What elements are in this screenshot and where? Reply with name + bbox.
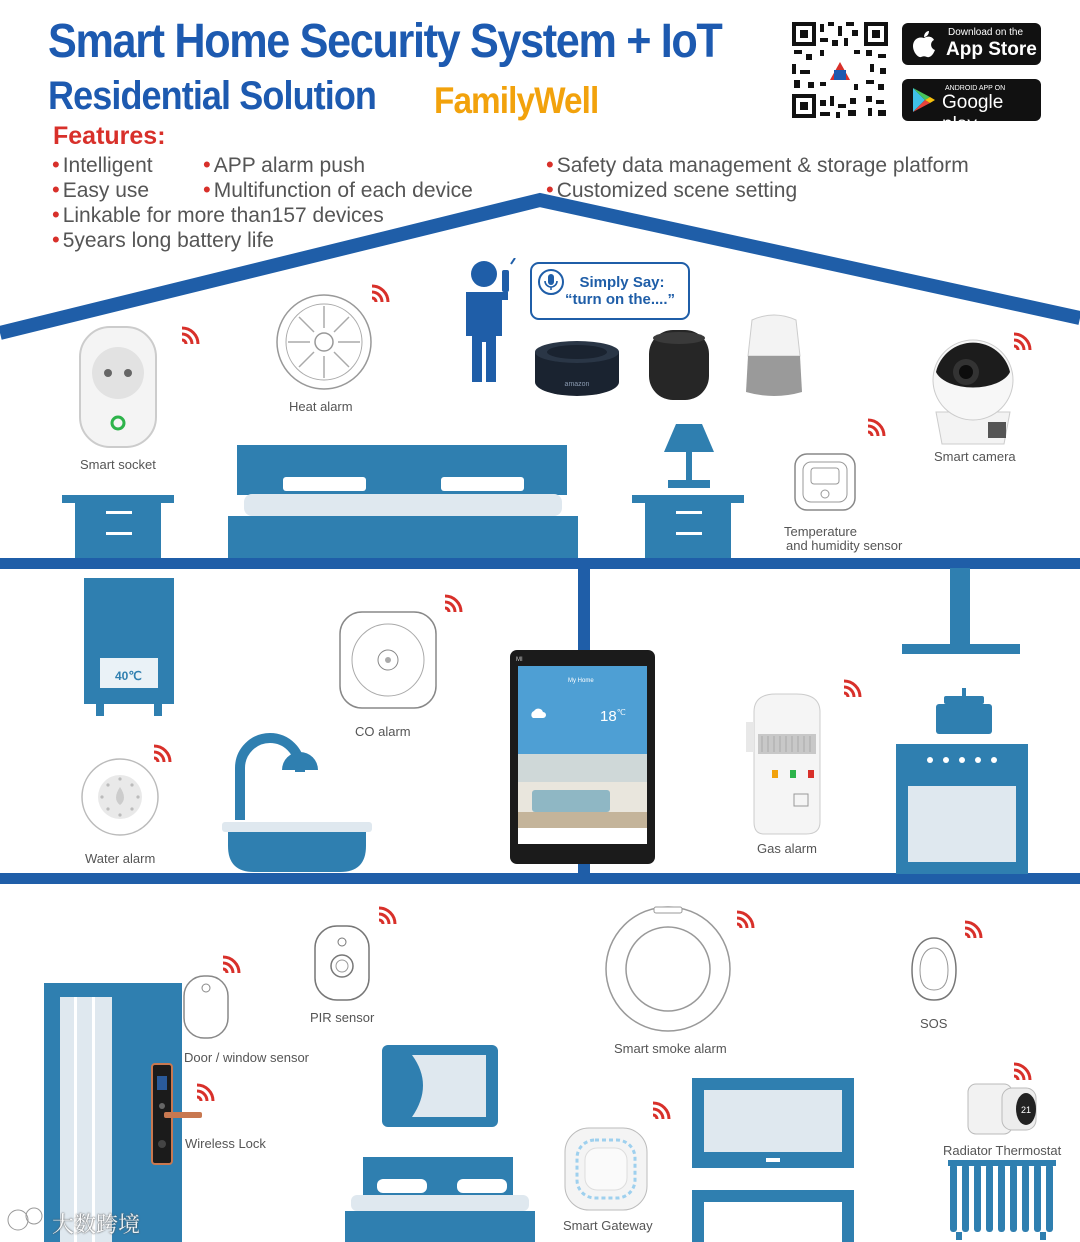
gas-alarm-label: Gas alarm (757, 841, 817, 856)
smart-socket-label: Smart socket (80, 457, 156, 472)
pir-sensor-label: PIR sensor (310, 1010, 375, 1025)
feature-item: • Customized scene setting (546, 177, 798, 202)
water-heater (84, 578, 176, 718)
tablet-nav-bar[interactable] (518, 828, 647, 844)
gas-alarm-device[interactable] (746, 692, 824, 836)
tablet-screen (518, 666, 647, 844)
feature-item: • 5years long battery life (52, 227, 274, 252)
watermark-text: 大数跨境 (52, 1213, 141, 1238)
feature-item: • Linkable for more than157 devices (52, 202, 384, 227)
wireless-lock-label: Wireless Lock (185, 1136, 266, 1151)
title-line-1: Smart Home Security System + IoT (48, 15, 722, 68)
brand-name: FamilyWell (434, 80, 599, 121)
sos-button-device[interactable] (910, 936, 958, 1002)
wifi-signal-icon (1010, 1058, 1036, 1080)
feature-item: • Multifunction of each device (203, 177, 473, 202)
wifi-signal-icon (219, 951, 245, 973)
app-store-small-text: Download on the (948, 27, 1024, 38)
co-alarm-label: CO alarm (355, 724, 411, 739)
sos-label: SOS (920, 1016, 948, 1031)
smart-camera-label: Smart camera (934, 449, 1016, 464)
kitchen-hood-stove (890, 568, 1040, 874)
wifi-signal-icon (961, 916, 987, 938)
temperature-sensor-label-2: and humidity sensor (786, 538, 903, 553)
smoke-alarm-device[interactable] (602, 905, 734, 1033)
television (692, 1078, 856, 1242)
wall-picture (382, 1045, 498, 1127)
weather-cloud-icon (528, 706, 548, 720)
voice-command-line2: “turn on the....” (565, 291, 675, 308)
radiator (948, 1160, 1058, 1242)
radiator-thermostat-device[interactable] (966, 1078, 1038, 1138)
pir-sensor-device[interactable] (313, 924, 371, 1002)
echo-brand-text: amazon (564, 381, 590, 388)
smart-gateway-label: Smart Gateway (563, 1218, 653, 1233)
water-alarm-label: Water alarm (85, 851, 156, 866)
features-heading: Features: (53, 122, 166, 150)
feature-item: • Intelligent (52, 152, 153, 177)
bottom-bed (345, 1157, 535, 1242)
heat-alarm-label: Heat alarm (289, 399, 353, 414)
wifi-signal-icon (649, 1097, 675, 1119)
bedroom-furniture (0, 0, 1080, 560)
tablet-brand: MI (516, 657, 523, 663)
feature-item: • Safety data management & storage platform (546, 152, 969, 177)
temperature-sensor-label-1: Temperature (784, 524, 857, 539)
co-alarm-device[interactable] (338, 610, 438, 710)
tablet-temperature-unit: ℃ (616, 708, 626, 717)
tablet-temperature: 18℃ (600, 708, 626, 725)
smoke-alarm-label: Smart smoke alarm (614, 1041, 727, 1056)
tablet-app-title: My Home (568, 678, 594, 684)
wifi-signal-icon (840, 675, 866, 697)
tablet-room-photo (518, 754, 647, 828)
svg-text:21: 21 (1020, 1105, 1032, 1115)
title-line-2: Residential Solution (48, 74, 377, 118)
door-window-sensor[interactable] (182, 974, 230, 1040)
radiator-thermostat-label: Radiator Thermostat (943, 1143, 1062, 1158)
bathtub-shower (220, 710, 380, 874)
google-play-small-text: ANDROID APP ON (945, 85, 1006, 92)
app-store-big-text: App Store (946, 39, 1037, 60)
wifi-signal-icon (733, 906, 759, 928)
water-alarm-device[interactable] (80, 757, 160, 839)
feature-item: • APP alarm push (203, 152, 366, 177)
door-window-sensor-label: Door / window sensor (184, 1050, 309, 1065)
wifi-signal-icon (375, 902, 401, 924)
wifi-signal-icon (441, 590, 467, 612)
feature-item: • Easy use (52, 177, 150, 202)
smart-gateway-device[interactable] (563, 1126, 649, 1212)
google-play-big-text: Google play (942, 92, 1004, 135)
water-heater-display: 40℃ (115, 669, 142, 683)
voice-command-line1: Simply Say: (579, 274, 665, 291)
control-tablet[interactable] (510, 650, 655, 864)
watermark-logo-icon (6, 1204, 48, 1234)
